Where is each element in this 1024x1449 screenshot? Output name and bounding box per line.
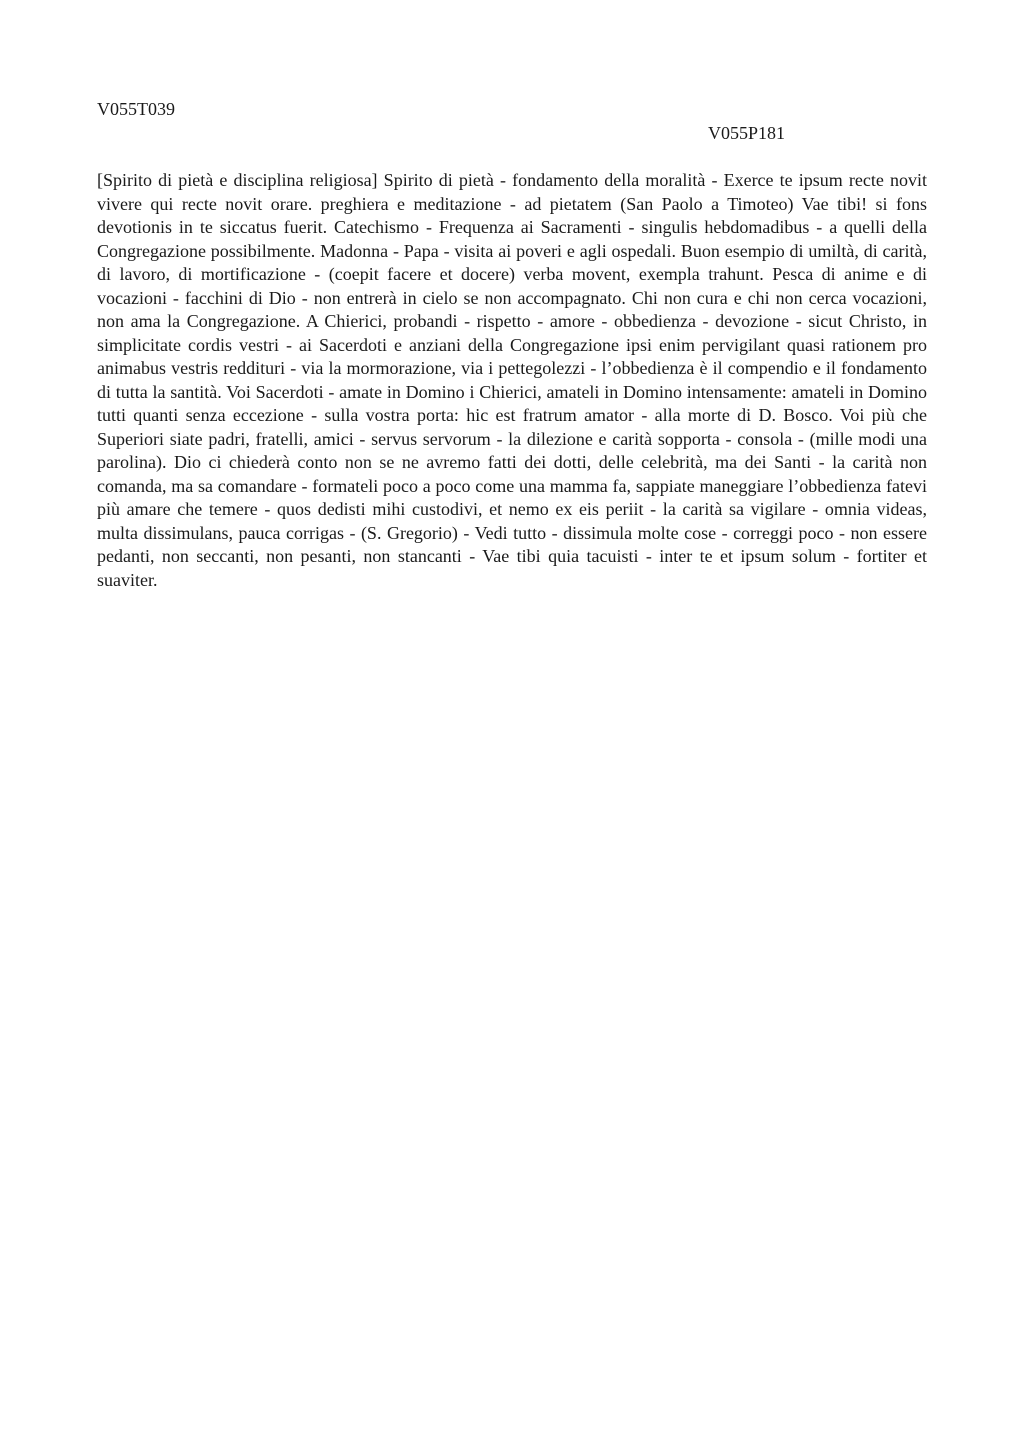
page-id: V055P181 [708,123,786,143]
body-paragraph: [Spirito di pietà e disciplina religiosa] Spirito di pietà - fondamento della moralità - Exerce te ipsum recte novit vivere qui recte novit orare. preghiera e meditazione - ad pietatem (San Paolo a Timoteo) Vae tibi! si fons devotionis in te siccatus fuerit. Catechismo - Frequenza ai Sacramenti - singulis hebdomadibus - a quelli della Congregazione possibilmente. Madonna - Papa - visita ai poveri e agli ospedali. Buon esempio di umiltà, di carità, di lavoro, di mortificazione - (coepit facere et docere) verba movent, exempla trahunt. Pesca di anime e di vocazioni - facchini di Dio - non entrerà in cielo se non accompagnato. Chi non cura e chi non cerca vocazioni, non ama la Congregazione. A Chierici, probandi - rispetto - amore - obbedienza - devozione - sicut Christo, in simplicitate cordis vestri - ai Sacerdoti e anziani della Congregazione ipsi enim pervigilant quasi rationem pro animabus vestris reddituri - via la mormorazione, via i pettegolezzi - l’obbedienza è il compendio e il fondamento di tutta la santità. Voi Sacerdoti - amate in Domino i Chierici, amateli in Domino intensamente: amateli in Domino tutti quanti senza eccezione - sulla vostra porta: hic est fratrum amator - alla morte di D. Bosco. Voi più che Superiori siate padri, fratelli, amici - servus servorum - la dilezione e carità sopporta - consola - (mille modi una parolina). Dio ci chiederà conto non se ne avremo fatti dei dotti, delle celebrità, ma dei Santi - la carità non comanda, ma sa comandare - formateli poco a poco come una mamma fa, sappiate maneggiare l’obbedienza fatevi più amare che temere - quos dedisti mihi custodivi, et nemo ex eis periit - la carità sa vigilare - omnia videas, multa dissimulans, pauca corrigas - (S. Gregorio) - Vedi tutto - dissimula molte cose - correggi poco - non essere pedanti, non seccanti, non pesanti, non stancanti - Vae tibi quia tacuisti - inter te et ipsum solum - fortiter et suaviter. [97,170,927,590]
document-id: V055T039 [97,99,175,119]
